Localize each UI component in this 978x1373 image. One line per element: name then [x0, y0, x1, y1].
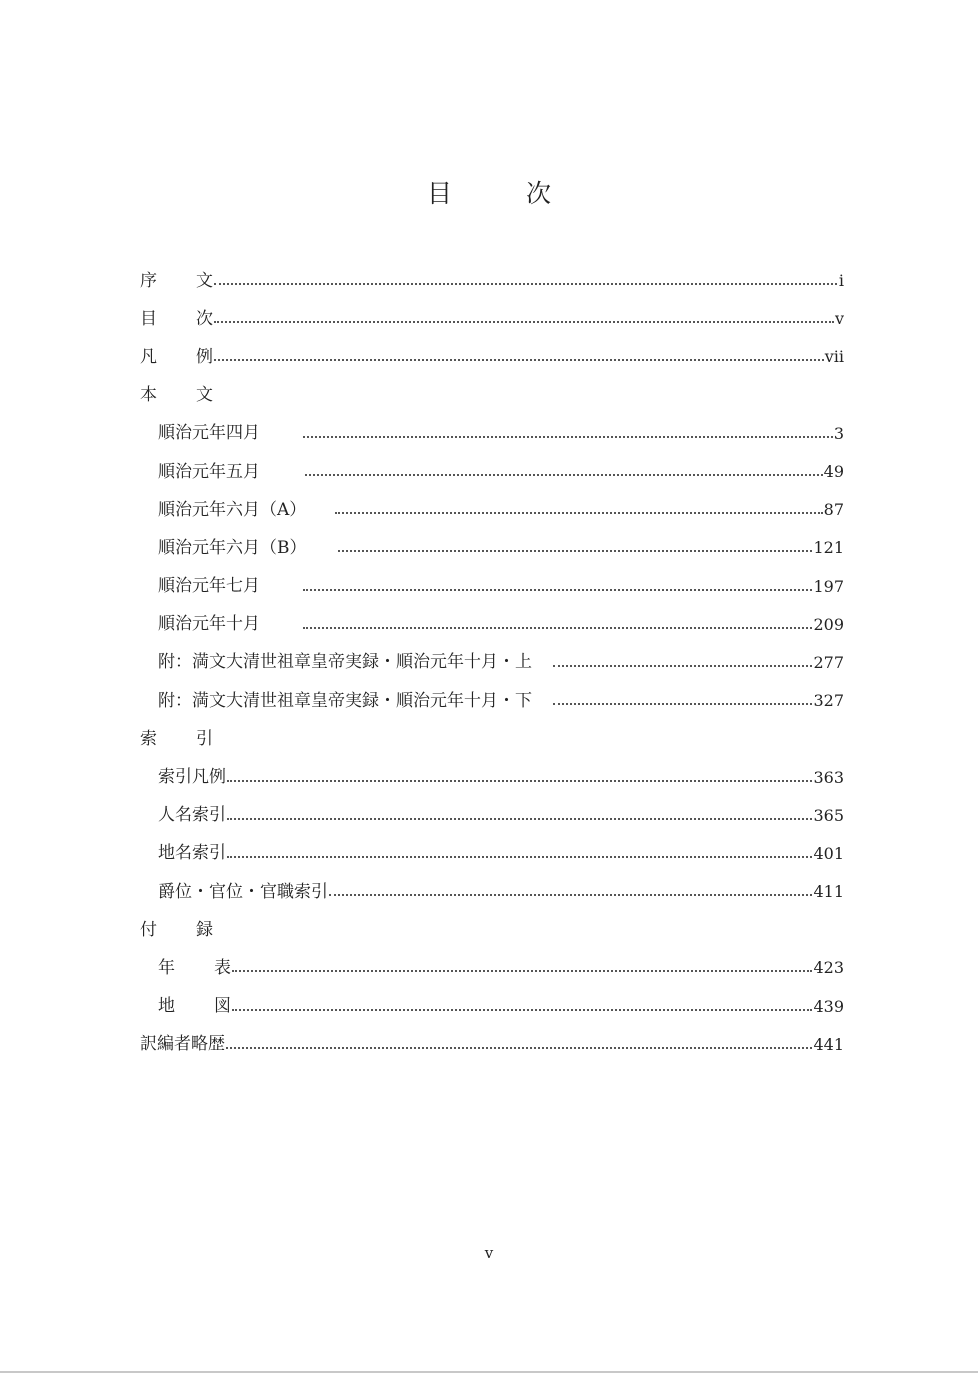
toc-entry[interactable] [140, 720, 844, 758]
toc-entry-label-char: 引 [196, 728, 213, 749]
toc-entry-page-number: 49 [823, 462, 844, 482]
toc-entry-label [158, 998, 231, 1015]
toc-dot-leader [214, 281, 837, 285]
toc-entry-label-char: 表 [214, 957, 231, 978]
toc-entry[interactable] [140, 644, 844, 682]
page-number-footer: v [484, 1244, 494, 1262]
toc-entry-label-char: 文 [196, 385, 213, 406]
toc-entry-label: 附：満文大清世祖章皇帝実録・順治元年十月・上 [158, 652, 532, 673]
toc-dot-leader [214, 319, 834, 323]
toc-entry-page-number: i [838, 271, 844, 291]
toc-dot-leader [227, 778, 812, 782]
title-char-1: 目 [426, 179, 452, 208]
toc-entry-label: 順治元年五月 [158, 461, 260, 482]
toc-dot-leader [305, 472, 823, 476]
toc-entry[interactable] [140, 682, 844, 720]
toc-entry-page-number: 411 [813, 882, 844, 902]
toc-entry-label: 人名索引 [158, 805, 226, 826]
toc-entry-page-number: ⅶ [824, 347, 844, 367]
toc-entry[interactable] [140, 415, 844, 453]
toc-entry-page-number: 3 [833, 423, 844, 443]
toc-entry-label: 順治元年四月 [158, 423, 260, 444]
toc-dot-leader [227, 854, 812, 858]
toc-entry-label-char: 文 [196, 270, 213, 291]
toc-entry[interactable] [140, 797, 844, 835]
toc-entry-label: 順治元年六月（B） [158, 537, 307, 558]
toc-entry-page-number: 439 [813, 996, 844, 1016]
toc-entry-page-number: 363 [813, 767, 844, 787]
toc-entry-label-char: 索 [140, 728, 157, 749]
toc-entry-label [140, 270, 213, 291]
toc-entry-page-number: 87 [823, 500, 844, 520]
page-title [0, 174, 978, 210]
toc-entry[interactable] [140, 835, 844, 873]
title-char-2: 次 [526, 179, 552, 208]
toc-entry-label-char: 図 [214, 996, 231, 1017]
toc-entry[interactable] [140, 300, 844, 338]
table-of-contents [140, 262, 844, 1064]
toc-entry-label: 地名索引 [158, 843, 226, 864]
toc-entry-label: 爵位・官位・官職索引 [158, 881, 328, 902]
toc-entry[interactable] [140, 911, 844, 949]
toc-entry[interactable] [140, 1026, 844, 1064]
toc-entry[interactable] [140, 988, 844, 1026]
toc-entry-label: 附：満文大清世祖章皇帝実録・順治元年十月・下 [158, 690, 532, 711]
toc-entry-label-char: 録 [196, 919, 213, 940]
toc-entry[interactable] [140, 758, 844, 796]
toc-entry-page-number: 365 [813, 805, 844, 825]
toc-entry-label-char: 序 [140, 270, 157, 291]
toc-entry-label-char: 次 [196, 308, 213, 329]
toc-dot-leader [232, 1007, 812, 1011]
toc-entry-label-char: 年 [158, 957, 175, 978]
toc-entry-page-number: 121 [813, 538, 844, 558]
toc-dot-leader [303, 434, 833, 438]
toc-dot-leader [226, 1045, 812, 1049]
toc-entry-label [140, 308, 213, 329]
toc-entry-label: 順治元年十月 [158, 614, 260, 635]
toc-entry-label [140, 728, 213, 749]
toc-entry-label [140, 919, 213, 940]
toc-dot-leader [553, 663, 812, 667]
toc-entry[interactable] [140, 606, 844, 644]
toc-entry[interactable] [140, 453, 844, 491]
toc-dot-leader [303, 587, 812, 591]
toc-entry-label: 索引凡例 [158, 767, 226, 788]
toc-entry-label [158, 957, 231, 978]
toc-entry-page-number: 423 [813, 958, 844, 978]
toc-entry-page-number: 209 [813, 614, 844, 634]
toc-entry[interactable] [140, 338, 844, 376]
toc-entry-label: 順治元年七月 [158, 576, 260, 597]
toc-dot-leader [338, 548, 813, 552]
toc-entry-page-number: 327 [813, 691, 844, 711]
toc-entry-label-char: 凡 [140, 346, 157, 367]
toc-dot-leader [329, 892, 812, 896]
toc-entry-label: 順治元年六月（A） [158, 499, 307, 520]
toc-entry[interactable] [140, 262, 844, 300]
toc-entry-page-number: 441 [813, 1034, 844, 1054]
toc-entry[interactable] [140, 491, 844, 529]
toc-entry-label-char: 例 [196, 346, 213, 367]
toc-dot-leader [303, 625, 812, 629]
toc-entry[interactable] [140, 873, 844, 911]
toc-entry-page-number: v [834, 309, 844, 329]
toc-entry-label [140, 346, 213, 367]
toc-dot-leader [553, 701, 812, 705]
toc-entry-page-number: 401 [813, 843, 844, 863]
toc-entry-page-number: 277 [813, 652, 844, 672]
toc-dot-leader [214, 357, 824, 361]
toc-entry-label [140, 387, 213, 404]
toc-entry-page-number: 197 [813, 576, 844, 596]
toc-entry[interactable] [140, 377, 844, 415]
toc-entry[interactable] [140, 529, 844, 567]
toc-entry-label-char: 目 [140, 308, 157, 329]
toc-entry-label-char: 本 [140, 385, 157, 406]
toc-entry-label-char: 地 [158, 996, 175, 1017]
toc-entry[interactable] [140, 949, 844, 987]
toc-entry-label-char: 付 [140, 919, 157, 940]
toc-entry[interactable] [140, 568, 844, 606]
toc-dot-leader [232, 968, 812, 972]
toc-dot-leader [335, 510, 822, 514]
toc-entry-label: 訳編者略歴 [140, 1034, 225, 1055]
toc-dot-leader [227, 816, 812, 820]
